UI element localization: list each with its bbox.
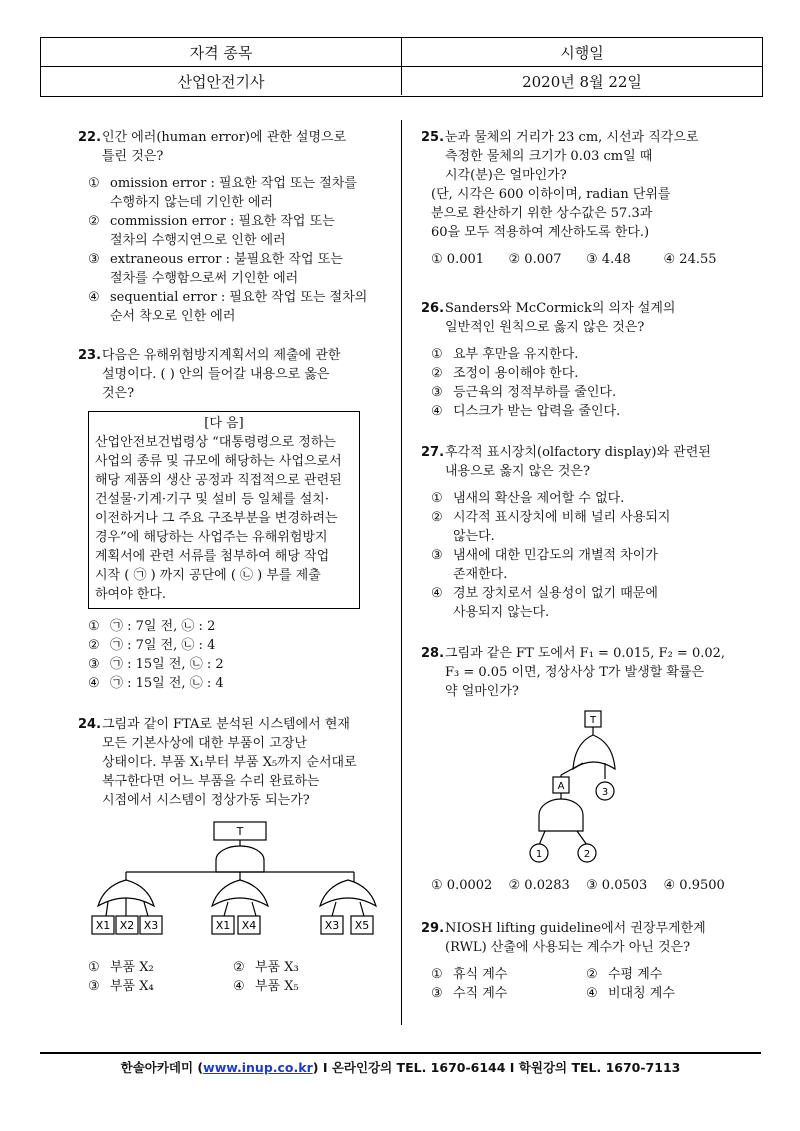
top-event-label: T — [236, 825, 244, 838]
option-item[interactable] — [88, 977, 233, 996]
option-text: commission error : 필요한 작업 또는 절차의 수행지연으로 인한 에러 — [110, 214, 335, 248]
option-item[interactable] — [431, 250, 509, 269]
option-text: 요부 후만을 유지한다. — [453, 347, 579, 362]
option-text: ㉠ : 7일 전, ㉡ : 2 — [110, 619, 216, 634]
question-text: 눈과 물체의 거리가 23 cm, 시선과 직각으로 측정한 물체의 크기가 0.03 cm일 때 시각(분)은 얼마인가? — [445, 130, 699, 183]
question-number: 23. — [78, 348, 102, 363]
option-number: ② — [88, 214, 100, 229]
header-subject-label: 자격 종목 — [189, 43, 253, 62]
option-number: ① — [431, 967, 443, 982]
option-number: ③ — [88, 979, 100, 994]
option-text: 부품 X₃ — [255, 960, 299, 975]
option-item[interactable] — [88, 958, 233, 977]
option-item[interactable] — [431, 546, 741, 584]
question-text: 인간 에러(human error)에 관한 설명으로 틀린 것은? — [102, 130, 347, 164]
basic-event-label: X4 — [241, 919, 257, 932]
option-item[interactable] — [586, 984, 741, 1003]
option-number: ② — [88, 638, 100, 653]
option-list — [78, 958, 378, 996]
basic-event-label: 2 — [583, 849, 591, 860]
option-number: ④ — [586, 986, 598, 1001]
basic-event-label: X3 — [143, 919, 159, 932]
option-item[interactable] — [88, 617, 378, 636]
question-number: 26. — [421, 301, 445, 316]
option-text: 0.0503 — [601, 878, 648, 893]
basic-event-label: X1 — [215, 919, 231, 932]
option-number: ② — [508, 878, 521, 893]
option-text: 수직 계수 — [453, 986, 508, 1001]
option-text: extraneous error : 불필요한 작업 또는 절차를 수행함으로써 기인한 에러 — [110, 252, 343, 286]
option-item[interactable] — [431, 345, 741, 364]
option-text: 24.55 — [679, 252, 717, 267]
and-gate — [216, 846, 264, 872]
option-number: ① — [431, 491, 443, 506]
question-number: 29. — [421, 921, 445, 936]
option-list — [421, 489, 741, 622]
basic-event-label: X1 — [95, 919, 111, 932]
option-item[interactable] — [88, 250, 378, 288]
option-list — [421, 250, 741, 269]
basic-event-label: 1 — [535, 849, 543, 860]
footer-website-link[interactable]: www.inup.co.kr — [203, 1060, 313, 1075]
question-text: 그림과 같이 FTA로 분석된 시스템에서 현재 모든 기본사상에 대한 부품이 고장난 상태이다. 부품 X₁부터 부품 X₅까지 순서대로 복구한다면 어느 부품을 수리 완료하는 시점에서 시스템이 정상가동 되는가? — [102, 717, 357, 808]
option-text: 0.001 — [446, 252, 485, 267]
option-text: 조정이 용이해야 한다. — [453, 366, 579, 381]
option-text: sequential error : 필요한 작업 또는 절차의 순서 착오로 인한 에러 — [110, 290, 368, 324]
or-gate — [320, 880, 376, 906]
option-item[interactable] — [431, 965, 586, 984]
question-text: 후각적 표시장치(olfactory display)와 관련된 내용으로 옳지 않은 것은? — [445, 445, 711, 479]
option-text: 0.0002 — [446, 878, 493, 893]
option-number: ③ — [586, 878, 598, 893]
option-text: 냄새에 대한 민감도의 개별적 차이가 존재한다. — [453, 548, 658, 582]
option-item[interactable] — [88, 212, 378, 250]
option-number: ④ — [431, 586, 443, 601]
option-text: 0.0283 — [524, 878, 570, 893]
header-date-value: 2020년 8월 22일 — [401, 67, 762, 95]
question-23 — [78, 346, 378, 693]
option-number: ② — [431, 366, 443, 381]
column-divider — [401, 120, 402, 1025]
option-item[interactable] — [431, 984, 586, 1003]
footer — [40, 1058, 761, 1076]
question-number: 22. — [78, 130, 102, 145]
option-text: 비대칭 계수 — [608, 986, 675, 1001]
question-24 — [78, 715, 378, 996]
option-number: ② — [508, 252, 521, 267]
reference-box-body: 산업안전보건법령상 “대통령령으로 정하는 사업의 종류 및 규모에 해당하는 사업으로서 해당 제품의 생산 공정과 직접적으로 관련된 건설물·기계·기구 및 설비 등 일체를 설치· 이전하거나 그 주요 구조부분을 변경하려는 경우”에 해당하는 사업주는 유해위험방지 계획서에 관련 서류를 첨부하여 해당 작업 시작 ( ㉠ ) 까지 공단에 ( ㉡ ) 부를 제출 하여야 한다. — [95, 435, 342, 602]
question-28 — [421, 644, 741, 895]
option-item[interactable] — [664, 876, 742, 895]
option-text: 등근육의 정적부하를 줄인다. — [453, 385, 617, 400]
exam-header-table — [40, 37, 763, 97]
question-number: 28. — [421, 646, 445, 661]
option-text: omission error : 필요한 작업 또는 절차를 수행하지 않는데 기인한 에러 — [110, 176, 357, 210]
header-subject-value: 산업안전기사 — [177, 72, 265, 91]
reference-box-title: [다 음] — [204, 416, 244, 431]
option-text: 부품 X₅ — [255, 979, 299, 994]
or-gate — [212, 880, 268, 906]
option-text: 냄새의 확산을 제어할 수 없다. — [453, 491, 625, 506]
option-number: ① — [88, 960, 100, 975]
option-text: 휴식 계수 — [453, 967, 508, 982]
option-item[interactable] — [88, 674, 378, 693]
option-item[interactable] — [431, 402, 741, 421]
basic-event-label: X3 — [324, 919, 340, 932]
option-number: ② — [233, 960, 245, 975]
option-text: 경보 장치로서 실용성이 없기 때문에 사용되지 않는다. — [453, 586, 658, 620]
option-list — [78, 617, 378, 693]
option-text: ㉠ : 7일 전, ㉡ : 4 — [110, 638, 216, 653]
option-item[interactable] — [233, 958, 378, 977]
option-item[interactable] — [88, 636, 378, 655]
ft-diagram-q28 — [421, 707, 741, 872]
or-gate — [573, 735, 615, 769]
question-26 — [421, 299, 741, 421]
option-text: 시각적 표시장치에 비해 널리 사용되지 않는다. — [453, 510, 671, 544]
header-date-label: 시행일 — [401, 38, 762, 66]
and-gate — [539, 799, 583, 831]
option-text: 0.007 — [524, 252, 562, 267]
option-number: ① — [431, 252, 443, 267]
option-item[interactable] — [431, 364, 741, 383]
option-item[interactable] — [233, 977, 378, 996]
option-number: ③ — [88, 252, 100, 267]
option-item[interactable] — [431, 383, 741, 402]
footer-academy: 한솔아카데미 ( — [120, 1060, 204, 1075]
option-text: 부품 X₂ — [110, 960, 154, 975]
option-text: 부품 X₄ — [110, 979, 154, 994]
option-number: ③ — [431, 548, 443, 563]
question-25 — [421, 128, 741, 269]
option-text: ㉠ : 15일 전, ㉡ : 4 — [110, 676, 224, 691]
question-number: 25. — [421, 130, 445, 145]
basic-event-label: X2 — [119, 919, 135, 932]
option-number: ④ — [663, 252, 676, 267]
footer-divider — [40, 1052, 761, 1054]
option-number: ④ — [88, 290, 100, 305]
option-item[interactable] — [509, 876, 587, 895]
option-number: ① — [431, 347, 443, 362]
question-text: NIOSH lifting guideline에서 권장무게한계 (RWL) 산출에 사용되는 계수가 아닌 것은? — [445, 921, 706, 955]
option-item[interactable] — [509, 250, 587, 269]
question-text: 다음은 유해위험방지계획서의 제출에 관한 설명이다. ( ) 안의 들어갈 내용으로 옳은 것은? — [102, 348, 341, 401]
option-number: ④ — [431, 404, 443, 419]
option-number: ③ — [431, 986, 443, 1001]
question-number: 27. — [421, 445, 445, 460]
left-column — [78, 128, 378, 996]
question-condition: (단, 시각은 600 이하이며, radian 단위를 분으로 환산하기 위한 상수값은 57.3과 60을 모두 적용하여 계산하도록 한다.) — [431, 187, 671, 240]
option-text: ㉠ : 15일 전, ㉡ : 2 — [110, 657, 224, 672]
right-column — [421, 128, 741, 1003]
option-text: 4.48 — [601, 252, 631, 267]
option-number: ④ — [88, 676, 100, 691]
footer-contact: ) I 온라인강의 TEL. 1670-6144 I 학원강의 TEL. 1670-7113 — [312, 1060, 681, 1075]
option-item[interactable] — [586, 250, 664, 269]
option-item[interactable] — [431, 489, 741, 508]
question-22 — [78, 128, 378, 326]
option-number: ③ — [88, 657, 100, 672]
question-29 — [421, 919, 741, 1003]
option-list — [78, 174, 378, 326]
option-item[interactable] — [431, 876, 509, 895]
option-number: ④ — [233, 979, 245, 994]
option-number: ① — [88, 619, 100, 634]
option-number: ② — [431, 510, 443, 525]
basic-event-label: X5 — [354, 919, 370, 932]
option-number: ③ — [431, 385, 443, 400]
option-number: ② — [586, 967, 598, 982]
option-item[interactable] — [586, 876, 664, 895]
option-item[interactable] — [664, 250, 742, 269]
basic-event-label: 3 — [601, 787, 609, 798]
question-text: Sanders와 McCormick의 의자 설계의 일반적인 원칙으로 옳지 않은 것은? — [445, 301, 676, 335]
option-list — [421, 345, 741, 421]
option-item[interactable] — [88, 655, 378, 674]
option-text: 수평 계수 — [608, 967, 663, 982]
option-text: 0.9500 — [679, 878, 725, 893]
option-number: ① — [88, 176, 100, 191]
question-27 — [421, 443, 741, 622]
option-item[interactable] — [88, 288, 378, 326]
question-number: 24. — [78, 717, 102, 732]
option-text: 디스크가 받는 압력을 줄인다. — [453, 404, 621, 419]
fta-diagram-q24 — [78, 820, 378, 950]
top-event-label: T — [589, 715, 597, 726]
option-number: ④ — [663, 878, 676, 893]
option-item[interactable] — [431, 584, 741, 622]
question-text: 그림과 같은 FT 도에서 F₁ = 0.015, F₂ = 0.02, F₃ = 0.05 이면, 정상사상 T가 발생할 확률은 약 얼마인가? — [445, 646, 726, 699]
reference-box — [88, 411, 360, 609]
option-item[interactable] — [586, 965, 741, 984]
option-number: ③ — [586, 252, 598, 267]
option-item[interactable] — [88, 174, 378, 212]
option-list — [421, 965, 741, 1003]
option-item[interactable] — [431, 508, 741, 546]
option-number: ① — [431, 878, 443, 893]
option-list — [421, 876, 741, 895]
intermediate-event-label: A — [557, 781, 565, 792]
